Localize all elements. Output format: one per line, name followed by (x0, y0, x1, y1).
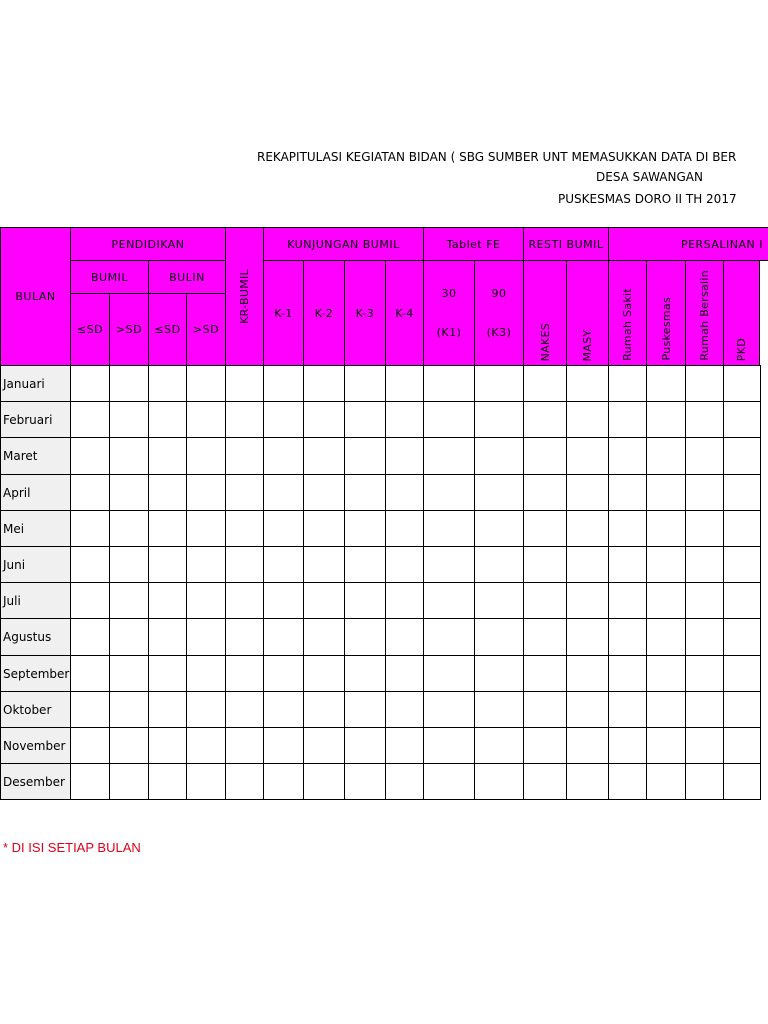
report-title: REKAPITULASI KEGIATAN BIDAN ( SBG SUMBER UNT MEMASUKKAN DATA DI BER (257, 150, 737, 164)
table-cell[interactable] (263, 401, 304, 438)
table-cell[interactable] (474, 763, 524, 800)
table-cell[interactable] (109, 365, 149, 402)
table-cell[interactable] (148, 691, 187, 728)
table-cell[interactable] (344, 365, 386, 402)
table-cell[interactable] (70, 474, 110, 511)
header-bumil-gt-sd: >SD (109, 293, 149, 366)
table-cell[interactable] (723, 582, 761, 619)
table-cell[interactable] (70, 510, 110, 547)
header-bulin-le-sd: ≤SD (148, 293, 187, 366)
table-cell[interactable] (70, 401, 110, 438)
table-cell[interactable] (344, 401, 386, 438)
puskesmas-name: PUSKESMAS DORO II TH 2017 (558, 192, 737, 206)
table-cell[interactable] (263, 655, 304, 692)
table-cell[interactable] (646, 655, 686, 692)
table-cell[interactable] (344, 474, 386, 511)
header-bulin: BULIN (148, 260, 226, 294)
header-nakes: NAKES (523, 260, 567, 366)
header-fe-90: 90 (K3) (474, 260, 524, 366)
table-cell[interactable] (303, 618, 345, 656)
table-cell[interactable] (109, 618, 149, 656)
table-cell[interactable] (344, 655, 386, 692)
table-cell[interactable] (608, 546, 647, 583)
table-cell[interactable] (148, 727, 187, 764)
table-cell[interactable] (344, 618, 386, 656)
table-cell[interactable] (685, 474, 724, 511)
table-cell[interactable] (263, 763, 304, 800)
table-cell[interactable] (646, 727, 686, 764)
table-cell[interactable] (385, 618, 424, 656)
header-tablet-fe: Tablet FE (423, 227, 524, 261)
table-cell[interactable] (344, 546, 386, 583)
table-cell[interactable] (70, 365, 110, 402)
table-cell[interactable] (523, 763, 567, 800)
table-cell[interactable] (423, 437, 475, 475)
table-cell[interactable] (723, 727, 761, 764)
table-cell[interactable] (423, 546, 475, 583)
table-cell[interactable] (263, 474, 304, 511)
table-cell[interactable] (186, 365, 226, 402)
table-cell[interactable] (423, 365, 475, 402)
table-cell[interactable] (225, 691, 264, 728)
table-cell[interactable] (263, 510, 304, 547)
table-cell[interactable] (566, 655, 609, 692)
table-cell[interactable] (303, 546, 345, 583)
table-cell[interactable] (474, 691, 524, 728)
table-cell[interactable] (523, 655, 567, 692)
table-cell[interactable] (566, 546, 609, 583)
table-cell[interactable] (109, 437, 149, 475)
table-cell[interactable] (685, 582, 724, 619)
table-cell[interactable] (385, 582, 424, 619)
table-cell[interactable] (344, 510, 386, 547)
table-cell[interactable] (474, 618, 524, 656)
table-cell[interactable] (385, 510, 424, 547)
table-cell[interactable] (523, 365, 567, 402)
table-cell[interactable] (685, 510, 724, 547)
table-cell[interactable] (186, 618, 226, 656)
table-cell[interactable] (385, 691, 424, 728)
table-cell[interactable] (148, 763, 187, 800)
table-cell[interactable] (225, 437, 264, 475)
month-label: April (0, 474, 71, 511)
header-puskesmas: Puskesmas (646, 260, 686, 366)
table-cell[interactable] (723, 546, 761, 583)
table-cell[interactable] (423, 727, 475, 764)
table-cell[interactable] (523, 618, 567, 656)
table-cell[interactable] (385, 763, 424, 800)
table-cell[interactable] (303, 437, 345, 475)
table-cell[interactable] (263, 437, 304, 475)
table-cell[interactable] (566, 618, 609, 656)
table-cell[interactable] (109, 546, 149, 583)
table-cell[interactable] (303, 474, 345, 511)
table-cell[interactable] (423, 582, 475, 619)
table-cell[interactable] (646, 474, 686, 511)
table-cell[interactable] (608, 474, 647, 511)
table-cell[interactable] (646, 510, 686, 547)
month-label: Juli (0, 582, 71, 619)
table-cell[interactable] (646, 582, 686, 619)
table-cell[interactable] (685, 763, 724, 800)
table-cell[interactable] (225, 401, 264, 438)
table-cell[interactable] (608, 691, 647, 728)
table-cell[interactable] (148, 582, 187, 619)
table-cell[interactable] (70, 691, 110, 728)
table-cell[interactable] (723, 510, 761, 547)
table-cell[interactable] (186, 691, 226, 728)
table-cell[interactable] (263, 727, 304, 764)
month-label: Agustus (0, 618, 71, 656)
table-cell[interactable] (523, 691, 567, 728)
table-cell[interactable] (474, 546, 524, 583)
table-cell[interactable] (385, 437, 424, 475)
table-cell[interactable] (148, 655, 187, 692)
table-cell[interactable] (109, 582, 149, 619)
header-kunjungan-bumil: KUNJUNGAN BUMIL (263, 227, 424, 261)
table-cell[interactable] (566, 727, 609, 764)
header-rumah-sakit: Rumah Sakit (608, 260, 647, 366)
table-cell[interactable] (523, 727, 567, 764)
table-cell[interactable] (646, 365, 686, 402)
table-cell[interactable] (225, 510, 264, 547)
table-cell[interactable] (303, 365, 345, 402)
table-cell[interactable] (303, 691, 345, 728)
month-label: Juni (0, 546, 71, 583)
table-cell[interactable] (474, 582, 524, 619)
table-cell[interactable] (109, 401, 149, 438)
table-cell[interactable] (70, 582, 110, 619)
table-cell[interactable] (385, 365, 424, 402)
table-cell[interactable] (70, 727, 110, 764)
table-cell[interactable] (423, 691, 475, 728)
table-cell[interactable] (608, 727, 647, 764)
table-cell[interactable] (70, 618, 110, 656)
table-cell[interactable] (685, 365, 724, 402)
table-cell[interactable] (344, 691, 386, 728)
month-label: Maret (0, 437, 71, 475)
table-cell[interactable] (423, 510, 475, 547)
month-label: September (0, 655, 71, 692)
table-cell[interactable] (385, 546, 424, 583)
header-masy: MASY. (566, 260, 609, 366)
table-cell[interactable] (70, 763, 110, 800)
table-cell[interactable] (685, 401, 724, 438)
month-label: Februari (0, 401, 71, 438)
month-label: Desember (0, 763, 71, 800)
month-label: Oktober (0, 691, 71, 728)
table-cell[interactable] (608, 618, 647, 656)
table-cell[interactable] (225, 365, 264, 402)
table-cell[interactable] (385, 474, 424, 511)
table-cell[interactable] (474, 365, 524, 402)
table-cell[interactable] (608, 655, 647, 692)
table-cell[interactable] (344, 727, 386, 764)
table-cell[interactable] (723, 618, 761, 656)
table-cell[interactable] (523, 510, 567, 547)
table-cell[interactable] (566, 365, 609, 402)
table-cell[interactable] (566, 582, 609, 619)
table-cell[interactable] (423, 618, 475, 656)
table-cell[interactable] (344, 582, 386, 619)
header-kr-bumil: KR-BUMIL (225, 227, 264, 366)
header-bulan: BULAN (0, 227, 71, 366)
table-cell[interactable] (523, 546, 567, 583)
table-cell[interactable] (344, 437, 386, 475)
table-cell[interactable] (225, 474, 264, 511)
table-cell[interactable] (608, 437, 647, 475)
table-cell[interactable] (186, 727, 226, 764)
table-cell[interactable] (109, 510, 149, 547)
month-label: November (0, 727, 71, 764)
header-k2: K-2 (303, 260, 345, 366)
table-cell[interactable] (186, 655, 226, 692)
header-bumil-le-sd: ≤SD (70, 293, 110, 366)
table-cell[interactable] (423, 474, 475, 511)
table-cell[interactable] (608, 582, 647, 619)
header-rumah-bersalin: Rumah Bersalin (685, 260, 724, 366)
table-cell[interactable] (423, 401, 475, 438)
table-cell[interactable] (566, 510, 609, 547)
table-cell[interactable] (70, 546, 110, 583)
table-cell[interactable] (385, 727, 424, 764)
table-cell[interactable] (723, 474, 761, 511)
month-label: Januari (0, 365, 71, 402)
table-cell[interactable] (385, 655, 424, 692)
table-cell[interactable] (685, 655, 724, 692)
table-cell[interactable] (303, 510, 345, 547)
header-pkd: PKD (723, 260, 760, 366)
table-cell[interactable] (70, 437, 110, 475)
table-cell[interactable] (225, 618, 264, 656)
table-cell[interactable] (608, 365, 647, 402)
table-cell[interactable] (566, 437, 609, 475)
table-cell[interactable] (723, 365, 761, 402)
table-cell[interactable] (70, 655, 110, 692)
header-bumil: BUMIL (70, 260, 149, 294)
table-cell[interactable] (723, 437, 761, 475)
table-cell[interactable] (148, 401, 187, 438)
table-cell[interactable] (385, 401, 424, 438)
table-cell[interactable] (148, 618, 187, 656)
table-cell[interactable] (109, 474, 149, 511)
table-cell[interactable] (109, 727, 149, 764)
header-bulin-gt-sd: >SD (186, 293, 226, 366)
table-cell[interactable] (608, 510, 647, 547)
table-cell[interactable] (225, 727, 264, 764)
table-cell[interactable] (263, 691, 304, 728)
table-cell[interactable] (109, 763, 149, 800)
table-cell[interactable] (646, 618, 686, 656)
table-cell[interactable] (344, 763, 386, 800)
table-cell[interactable] (263, 618, 304, 656)
table-cell[interactable] (474, 727, 524, 764)
table-cell[interactable] (474, 474, 524, 511)
table-cell[interactable] (474, 655, 524, 692)
table-cell[interactable] (148, 546, 187, 583)
table-cell[interactable] (303, 763, 345, 800)
table-cell[interactable] (148, 365, 187, 402)
table-cell[interactable] (186, 546, 226, 583)
table-cell[interactable] (303, 655, 345, 692)
table-cell[interactable] (186, 437, 226, 475)
table-cell[interactable] (646, 546, 686, 583)
table-cell[interactable] (566, 763, 609, 800)
table-cell[interactable] (303, 727, 345, 764)
table-cell[interactable] (423, 763, 475, 800)
table-cell[interactable] (303, 401, 345, 438)
table-cell[interactable] (474, 510, 524, 547)
table-cell[interactable] (109, 691, 149, 728)
table-cell[interactable] (474, 437, 524, 475)
table-cell[interactable] (523, 582, 567, 619)
month-label: Mei (0, 510, 71, 547)
table-cell[interactable] (566, 401, 609, 438)
table-cell[interactable] (566, 474, 609, 511)
table-cell[interactable] (523, 474, 567, 511)
table-cell[interactable] (685, 691, 724, 728)
table-cell[interactable] (723, 691, 761, 728)
fill-note: * DI ISI SETIAP BULAN (3, 840, 141, 855)
table-cell[interactable] (685, 727, 724, 764)
table-cell[interactable] (263, 365, 304, 402)
table-cell[interactable] (225, 763, 264, 800)
table-cell[interactable] (186, 763, 226, 800)
table-cell[interactable] (474, 401, 524, 438)
table-cell[interactable] (646, 401, 686, 438)
table-cell[interactable] (186, 474, 226, 511)
table-cell[interactable] (566, 691, 609, 728)
village-name: DESA SAWANGAN (596, 170, 703, 184)
table-cell[interactable] (148, 510, 187, 547)
table-cell[interactable] (186, 582, 226, 619)
table-cell[interactable] (723, 401, 761, 438)
header-k4: K-4 (385, 260, 424, 366)
table-cell[interactable] (723, 763, 761, 800)
table-cell[interactable] (225, 582, 264, 619)
header-k3: K-3 (344, 260, 386, 366)
header-pendidikan: PENDIDIKAN (70, 227, 226, 261)
header-persalinan: PERSALINAN I (608, 227, 768, 261)
header-fe-30: 30 (K1) (423, 260, 475, 366)
table-cell[interactable] (685, 546, 724, 583)
table-cell[interactable] (109, 655, 149, 692)
table-cell[interactable] (685, 618, 724, 656)
table-cell[interactable] (423, 655, 475, 692)
table-cell[interactable] (646, 437, 686, 475)
table-cell[interactable] (225, 546, 264, 583)
header-k1: K-1 (263, 260, 304, 366)
table-cell[interactable] (523, 401, 567, 438)
header-resti-bumil: RESTI BUMIL (523, 227, 609, 261)
table-cell[interactable] (148, 474, 187, 511)
table-cell[interactable] (608, 401, 647, 438)
table-cell[interactable] (646, 691, 686, 728)
table-cell[interactable] (303, 582, 345, 619)
table-cell[interactable] (225, 655, 264, 692)
table-cell[interactable] (263, 546, 304, 583)
table-cell[interactable] (148, 437, 187, 475)
table-cell[interactable] (646, 763, 686, 800)
table-cell[interactable] (186, 510, 226, 547)
table-cell[interactable] (608, 763, 647, 800)
table-cell[interactable] (523, 437, 567, 475)
table-cell[interactable] (186, 401, 226, 438)
table-cell[interactable] (723, 655, 761, 692)
table-cell[interactable] (263, 582, 304, 619)
table-cell[interactable] (685, 437, 724, 475)
